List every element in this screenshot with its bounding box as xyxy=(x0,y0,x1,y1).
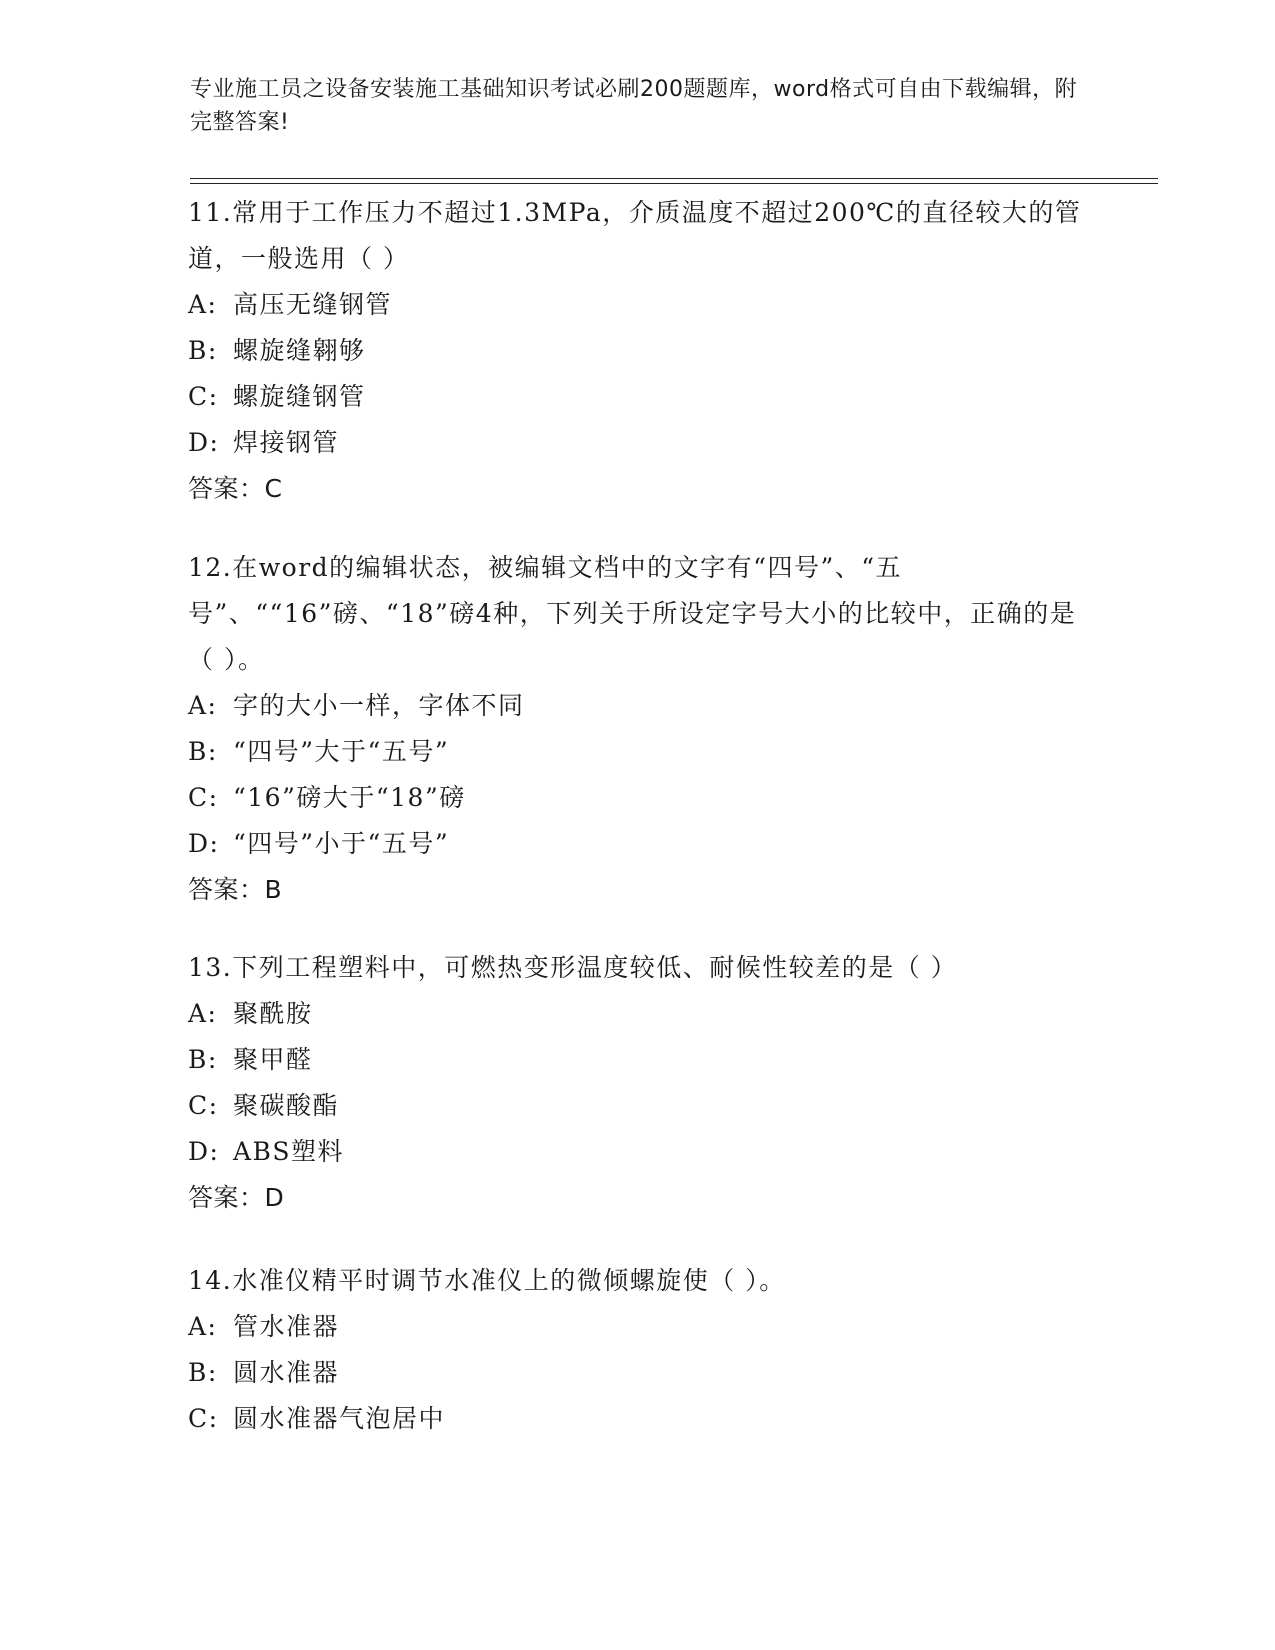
option-key: C: xyxy=(188,783,219,812)
option-key: A: xyxy=(188,999,218,1028)
option-b xyxy=(188,1037,1088,1083)
option-a xyxy=(188,991,1088,1037)
option-text: 焊接钢管 xyxy=(233,428,340,457)
answer-line: 答案：B xyxy=(188,875,283,904)
question-stem: 13.下列工程塑料中，可燃热变形温度较低、耐候性较差的是（ ） xyxy=(188,953,958,982)
option-key: D: xyxy=(188,428,220,457)
question-13 xyxy=(188,945,1088,1221)
option-text: 管水准器 xyxy=(233,1312,340,1341)
option-c xyxy=(188,1083,1088,1129)
option-key: D: xyxy=(188,829,220,858)
option-a xyxy=(188,1304,1088,1350)
option-key: A: xyxy=(188,290,218,319)
option-key: B: xyxy=(188,336,218,365)
option-c xyxy=(188,374,1088,420)
option-key: C: xyxy=(188,1404,219,1433)
option-text: 圆水准器气泡居中 xyxy=(233,1404,446,1433)
question-11 xyxy=(188,190,1088,512)
option-d xyxy=(188,821,1088,867)
answer-line: 答案：C xyxy=(188,474,283,503)
question-stem: 11.常用于工作压力不超过1.3MPa，介质温度不超过200℃的直径较大的管道，一般选用（ ） xyxy=(188,198,1082,273)
option-text: 聚碳酸酯 xyxy=(233,1091,340,1120)
header-divider-top xyxy=(190,178,1158,179)
option-text: 聚酰胺 xyxy=(233,999,313,1028)
option-text: 高压无缝钢管 xyxy=(233,290,393,319)
option-text: 螺旋缝翱够 xyxy=(233,336,366,365)
option-key: D: xyxy=(188,1137,220,1166)
header-divider-bottom xyxy=(190,183,1158,184)
option-b xyxy=(188,1350,1088,1396)
option-key: C: xyxy=(188,382,219,411)
option-c xyxy=(188,1396,1088,1442)
option-key: B: xyxy=(188,1358,218,1387)
option-key: B: xyxy=(188,737,218,766)
option-a xyxy=(188,282,1088,328)
option-a xyxy=(188,683,1088,729)
option-key: A: xyxy=(188,691,218,720)
option-key: C: xyxy=(188,1091,219,1120)
option-text: “四号”小于“五号” xyxy=(233,829,450,858)
document-header: 专业施工员之设备安装施工基础知识考试必刷200题题库，word格式可自由下载编辑，附完整答案! xyxy=(190,77,1078,135)
option-key: A: xyxy=(188,1312,218,1341)
option-text: 圆水准器 xyxy=(233,1358,340,1387)
option-text: 螺旋缝钢管 xyxy=(233,382,366,411)
option-text: 字的大小一样，字体不同 xyxy=(233,691,525,720)
option-b xyxy=(188,729,1088,775)
option-key: B: xyxy=(188,1045,218,1074)
option-text: 聚甲醛 xyxy=(233,1045,313,1074)
question-stem: 14.水准仪精平时调节水准仪上的微倾螺旋使（ ）。 xyxy=(188,1266,786,1295)
option-text: “四号”大于“五号” xyxy=(233,737,450,766)
answer-line: 答案：D xyxy=(188,1183,285,1212)
option-text: ABS塑料 xyxy=(233,1137,345,1166)
question-12 xyxy=(188,545,1088,913)
option-d xyxy=(188,420,1088,466)
question-14 xyxy=(188,1258,1088,1442)
option-text: “16”磅大于“18”磅 xyxy=(233,783,466,812)
option-b xyxy=(188,328,1088,374)
question-stem: 12.在word的编辑状态，被编辑文档中的文字有“四号”、“五号”、““16”磅、“18”磅4种，下列关于所设定字号大小的比较中，正确的是（ ）。 xyxy=(188,553,1077,674)
option-d xyxy=(188,1129,1088,1175)
option-c xyxy=(188,775,1088,821)
